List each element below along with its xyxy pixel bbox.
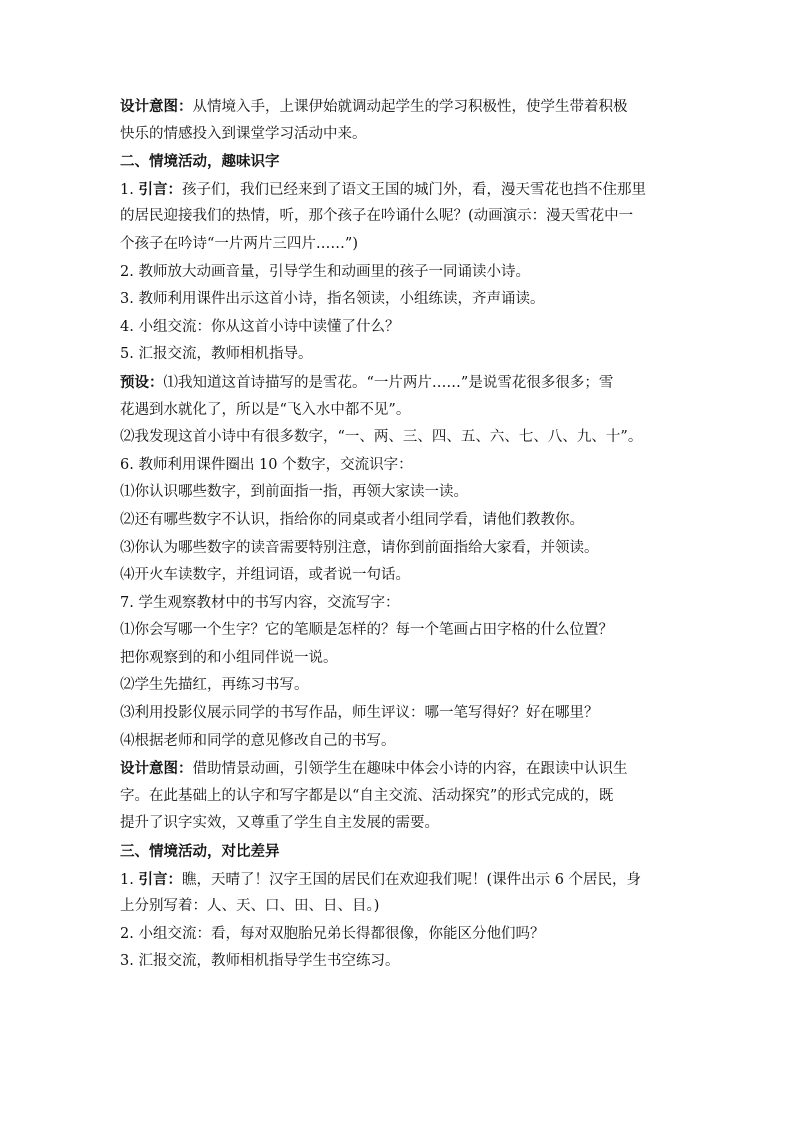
bold-label: 设计意图： [120,760,193,778]
document-page [120,93,690,976]
text-line [120,535,690,563]
line-text: 3. 教师利用课件出示这首小诗，指名领读，小组练读，齐声诵读。 [120,291,545,308]
line-text: 2. 小组交流：看，每对双胞胎兄弟长得都很像，你能区分他们吗？ [120,925,545,942]
text-line [120,424,690,452]
line-text: ⑴你会写哪一个生字？它的笔顺是怎样的？每一个笔画占田字格的什么位置？ [120,622,613,639]
line-text: 1. [120,871,139,888]
line-text: ⑴我知道这首诗描写的是雪花。“一片两片……”是说雪花很多很多；雪 [163,374,614,391]
line-text: ⑵学生先描红，再练习书写。 [120,677,309,694]
text-line [120,783,690,811]
text-line [120,617,690,645]
bold-label: 引言： [138,180,182,198]
text-line [120,893,690,921]
line-text: 瞧，天晴了！汉字王国的居民们在欢迎我们呢！(课件出示 6 个居民，身 [181,871,642,888]
text-line [120,810,690,838]
text-line [120,203,690,231]
text-line [120,755,690,783]
line-text: ⑵我发现这首小诗中有很多数字，“一、两、三、四、五、六、七、八、九、十”。 [120,429,643,446]
line-text: 提升了识字实效，又尊重了学生自主发展的需要。 [120,815,439,832]
line-text: ⑷根据老师和同学的意见修改自己的书写。 [120,732,396,749]
bold-label: 二、情境活动，趣味识字 [120,153,280,171]
line-text: 把你观察到的和小组同伴说一说。 [120,649,338,666]
line-text: 1. [120,181,139,198]
line-text: 6. 教师利用课件圈出 10 个数字，交流识字： [120,456,413,473]
text-line [120,866,690,894]
text-line [120,590,690,618]
text-line [120,369,690,397]
text-line [120,672,690,700]
text-line [120,231,690,259]
text-line [120,479,690,507]
text-line [120,948,690,976]
line-text: 上分别写着：人、天、口、田、日、目。) [120,898,380,915]
line-text: 7. 学生观察教材中的书写内容，交流写字： [120,594,400,611]
text-line [120,148,690,176]
text-line [120,562,690,590]
text-line [120,314,690,342]
line-text: 5. 汇报交流，教师相机指导。 [120,346,313,363]
bold-label: 预设： [120,373,164,391]
text-line [120,728,690,756]
line-text: ⑷开火车读数字，并组词语，或者说一句话。 [120,567,410,584]
line-text: 花遇到水就化了，所以是“飞入水中都不见”。 [120,401,411,418]
text-line [120,176,690,204]
text-line [120,259,690,287]
text-line [120,397,690,425]
text-line [120,507,690,535]
text-line [120,838,690,866]
bold-label: 设计意图： [120,98,193,115]
line-text: ⑶利用投影仪展示同学的书写作品，师生评议：哪一笔写得好？好在哪里？ [120,705,599,722]
bold-label: 三、情境活动，对比差异 [120,843,280,861]
line-text: 个孩子在吟诗“一片两片三四片……”) [120,235,358,252]
line-text: 孩子们，我们已经来到了语文王国的城门外，看，漫天雪花也挡不住那里 [181,181,646,198]
line-text: 字。在此基础上的认字和写字都是以“自主交流、活动探究”的形式完成的，既 [120,787,614,804]
text-line [120,452,690,480]
text-line [120,93,690,121]
line-text: 3. 汇报交流，教师相机指导学生书空练习。 [120,953,400,970]
line-text: ⑵还有哪些数字不认识，指给你的同桌或者小组同学看，请他们教教你。 [120,511,584,528]
text-line [120,700,690,728]
text-line [120,286,690,314]
line-text: 快乐的情感投入到课堂学习活动中来。 [120,125,367,142]
line-text: 4. 小组交流：你从这首小诗中读懂了什么？ [120,318,400,335]
line-text: 2. 教师放大动画音量，引导学生和动画里的孩子一同诵读小诗。 [120,263,530,280]
line-text: 从情境入手，上课伊始就调动起学生的学习积极性，使学生带着积极 [192,99,628,115]
line-text: 借助情景动画，引领学生在趣味中体会小诗的内容，在跟读中认识生 [192,761,628,778]
line-text: ⑴你认识哪些数字，到前面指一指，再领大家读一读。 [120,484,468,501]
text-line [120,121,690,149]
bold-label: 引言： [138,870,182,888]
text-line [120,341,690,369]
text-line [120,645,690,673]
line-text: ⑶你认为哪些数字的读音需要特别注意，请你到前面指给大家看，并领读。 [120,539,599,556]
line-text: 的居民迎接我们的热情，听，那个孩子在吟诵什么呢？(动画演示：漫天雪花中一 [120,208,634,225]
text-line [120,921,690,949]
